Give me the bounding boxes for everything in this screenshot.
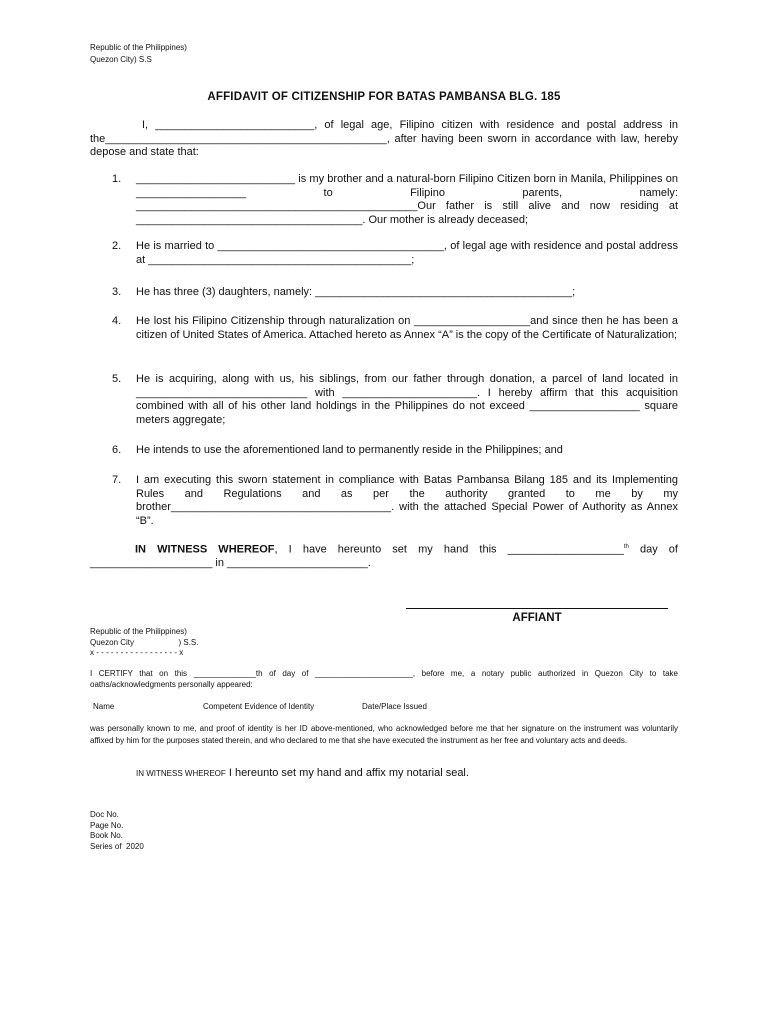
item-text: He intends to use the aforementioned land to permanently reside in the Philippines; and <box>136 444 563 456</box>
list-item-6 <box>112 444 678 458</box>
item-text: __________________________ is my brother and a natural-born Filipino Citizen born in Manila, Philippines on __________________ to Filipino parents, namely: ______________________________________________Our father is still alive and now residing at _____________________________________. Our mother is already deceased; <box>136 173 678 226</box>
notary-venue-city: Quezon City ) S.S. <box>90 637 199 647</box>
item-number: 5. <box>112 373 122 385</box>
column-date-place: Date/Place Issued <box>362 702 427 711</box>
notary-venue <box>90 627 198 659</box>
item-number: 1. <box>112 173 122 185</box>
personally-known-paragraph: was personally known to me, and proof of identity is her ID above-mentioned, who acknowledged before me that her signature on the instrument was voluntarily affixed by him for the purposes stated therein, and who declared to me that she have executed the instrument as her free and voluntary acts and deeds. <box>90 724 678 745</box>
list-item-3 <box>112 286 678 300</box>
page-no: Page No. <box>90 820 124 830</box>
notarial-text: I hereunto set my hand and affix my notarial seal. <box>225 767 469 779</box>
item-text: I am executing this sworn statement in compliance with Batas Pambansa Bilang 185 and its Implementing Rules and Regulations and as per the authority granted to me by my brother____________________________________. with the attached Special Power of Authority as Annex “B”. <box>136 474 678 527</box>
witness-heading: IN WITNESS WHEREOF <box>135 543 275 556</box>
item-number: 7. <box>112 474 122 486</box>
witness-text-a: , I have hereunto set my hand this ___________________ <box>274 543 624 556</box>
witness-paragraph <box>90 541 678 571</box>
witness-text-b: day of ____________________ in _______________________. <box>90 543 678 570</box>
item-text: He is acquiring, along with us, his siblings, from our father through donation, a parcel of land located in ____________________________ with ______________________. I hereby affirm that this acquisition combined with all of his other land holdings in the Philippines do not exceed __________________ square meters aggregate; <box>136 373 678 426</box>
list-item-5 <box>112 373 678 427</box>
doc-no: Doc No. <box>90 810 119 819</box>
notarial-heading: IN WITNESS WHEREOF <box>136 769 226 778</box>
item-number: 4. <box>112 315 122 327</box>
item-number: 6. <box>112 444 122 456</box>
notarial-statement <box>136 767 469 779</box>
venue-republic: Republic of the Philippines) <box>90 43 187 52</box>
list-item-4 <box>112 315 678 342</box>
notary-venue-republic: Republic of the Philippines) <box>90 627 187 636</box>
item-text: He lost his Filipino Citizenship through naturalization on ___________________and since then he has been a citizen of United States of America. Attached hereto as Annex “A” is the copy of the Certificate of Naturalization; <box>136 315 678 341</box>
document-title: AFFIDAVIT OF CITIZENSHIP FOR BATAS PAMBANSA BLG. 185 <box>207 91 561 103</box>
venue-city: Quezon City) S.S <box>90 55 152 64</box>
series-of: Series of 2020 <box>90 841 144 851</box>
item-text: He has three (3) daughters, namely: __________________________________________; <box>136 286 576 298</box>
list-item-2 <box>112 240 678 267</box>
notary-venue-divider: x - - - - - - - - - - - - - - - - - x <box>90 648 184 657</box>
column-name: Name <box>93 702 115 711</box>
list-item-1 <box>112 173 678 227</box>
column-evidence: Competent Evidence of Identity <box>203 702 315 711</box>
list-item-7 <box>112 474 678 528</box>
item-number: 3. <box>112 286 122 298</box>
affiant-label: AFFIANT <box>512 612 562 624</box>
certify-paragraph: I CERTIFY that on this ______________th of day of ______________________, before me, a notary public authorized in Quezon City to take oaths/acknowledgments personally appeared: <box>90 669 678 689</box>
item-number: 2. <box>112 240 122 252</box>
intro-paragraph: I, __________________________, of legal age, Filipino citizen with residence and postal address in the______________________________________________, after having been sworn in accordance with law, hereby depose and state that: <box>90 119 678 158</box>
venue-header <box>90 42 187 66</box>
item-text: He is married to _____________________________________, of legal age with residence and postal address at ___________________________________________; <box>136 240 678 266</box>
document-numbers <box>90 810 144 852</box>
book-no: Book No. <box>90 831 123 840</box>
signature-line <box>406 608 668 609</box>
witness-ordinal-suffix: th <box>623 544 629 550</box>
